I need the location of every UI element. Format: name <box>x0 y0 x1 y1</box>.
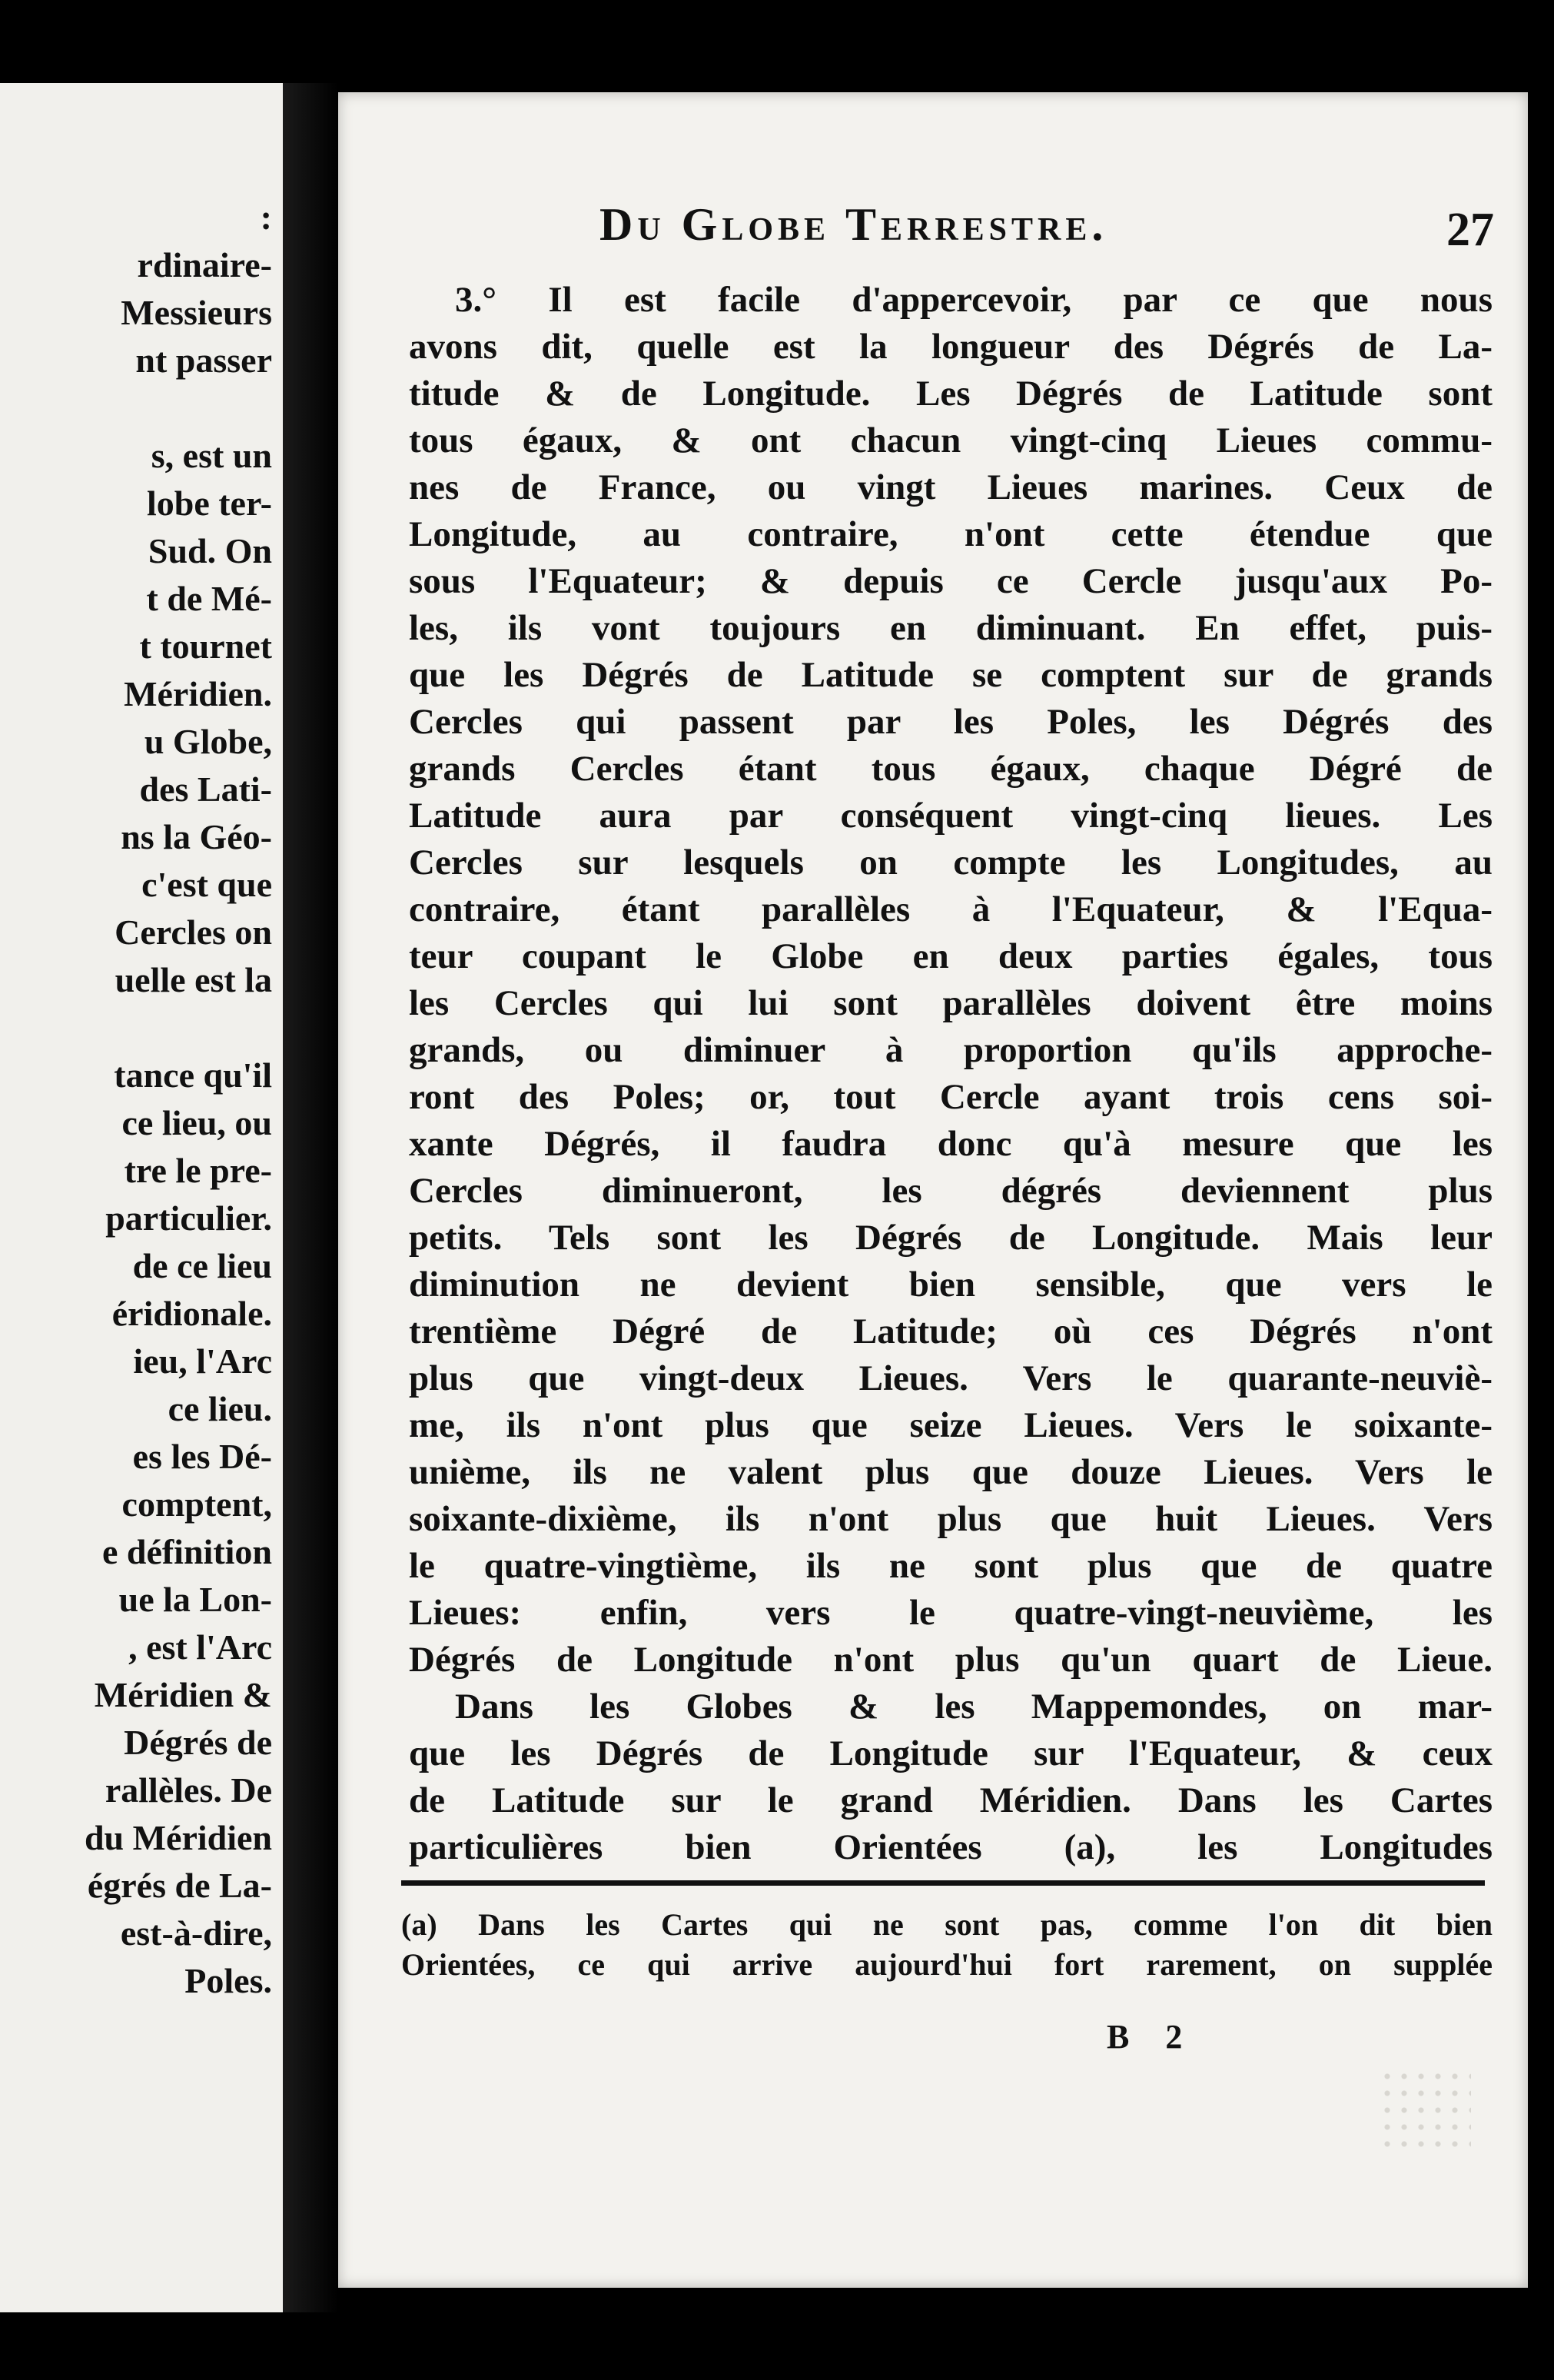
text-line: avons dit, quelle est la longueur des Dégrés de La- <box>409 327 1493 367</box>
left-page-line: ieu, l'Arc <box>133 1341 272 1381</box>
footnote <box>401 1905 1493 1985</box>
text-line: de Latitude sur le grand Méridien. Dans les Cartes <box>409 1780 1493 1820</box>
left-page-line: rallèles. De <box>105 1770 272 1810</box>
text-line: Dans les Globes & les Mappemondes, on mar- <box>455 1687 1493 1727</box>
text-line: me, ils n'ont plus que seize Lieues. Vers le soixante- <box>409 1405 1493 1445</box>
text-line: diminution ne devient bien sensible, que vers le <box>409 1265 1493 1305</box>
left-page-line: ce lieu, ou <box>121 1103 272 1142</box>
text-line: les, ils vont toujours en diminuant. En effet, puis- <box>409 608 1493 648</box>
text-line: titude & de Longitude. Les Dégrés de Latitude sont <box>409 374 1493 414</box>
page-number: 27 <box>1446 204 1494 256</box>
text-line: Latitude aura par conséquent vingt-cinq lieues. Les <box>409 796 1493 836</box>
text-line: 3.° Il est facile d'appercevoir, par ce que nous <box>455 280 1493 320</box>
text-line: le quatre-vingtième, ils ne sont plus que de quatre <box>409 1546 1493 1586</box>
right-page <box>338 92 1528 2288</box>
left-page-line: u Globe, <box>144 722 272 761</box>
left-page-line: Méridien. <box>124 674 272 713</box>
text-line: Longitude, au contraire, n'ont cette étendue que <box>409 514 1493 554</box>
text-line: tous égaux, & ont chacun vingt-cinq Lieues commu- <box>409 420 1493 460</box>
left-page-line: : <box>260 198 272 237</box>
text-line: petits. Tels sont les Dégrés de Longitude. Mais leur <box>409 1218 1493 1258</box>
left-page-line: particulier. <box>105 1198 272 1238</box>
left-page-line: est-à-dire, <box>120 1913 272 1953</box>
left-page-line: tance qu'il <box>114 1055 272 1095</box>
left-page-line: lobe ter- <box>146 484 272 523</box>
footnote-line: (a) Dans les Cartes qui ne sont pas, comme l'on dit bien <box>401 1907 1493 1942</box>
left-page-line: t tournet <box>139 627 272 666</box>
text-line: Dégrés de Longitude n'ont plus qu'un quart de Lieue. <box>409 1640 1493 1680</box>
text-line: Cercles sur lesquels on compte les Longitudes, au <box>409 843 1493 883</box>
left-page-line: ce lieu. <box>168 1389 272 1428</box>
left-page-line: ns la Géo- <box>121 817 272 856</box>
running-title: Du Globe Terrestre. <box>599 199 1108 250</box>
left-page-line: e définition <box>101 1532 272 1571</box>
left-page-line: tre le pre- <box>124 1151 272 1190</box>
text-line: unième, ils ne valent plus que douze Lieues. Vers le <box>409 1452 1493 1492</box>
left-page-line: es les Dé- <box>132 1437 272 1476</box>
text-line: Lieues: enfin, vers le quatre-vingt-neuvième, les <box>409 1593 1493 1633</box>
text-line: teur coupant le Globe en deux parties égales, tous <box>409 936 1493 976</box>
left-page-line: s, est un <box>151 436 272 475</box>
text-line: soixante-dixième, ils n'ont plus que huit Lieues. Vers <box>409 1499 1493 1539</box>
text-line: grands, ou diminuer à proportion qu'ils approche- <box>409 1030 1493 1070</box>
paper-stain <box>1379 2068 1471 2152</box>
left-page-line: éridionale. <box>111 1294 272 1333</box>
left-page-line: uelle est la <box>115 960 272 999</box>
text-line: plus que vingt-deux Lieues. Vers le quarante-neuviè- <box>409 1358 1493 1398</box>
text-line: nes de France, ou vingt Lieues marines. Ceux de <box>409 467 1493 507</box>
text-line: grands Cercles étant tous égaux, chaque Dégré de <box>409 749 1493 789</box>
left-page-line: de ce lieu <box>132 1246 272 1285</box>
text-line: trentième Dégré de Latitude; où ces Dégrés n'ont <box>409 1311 1493 1351</box>
left-page <box>0 83 285 2312</box>
left-page-line: Méridien & <box>94 1675 272 1714</box>
footnote-rule <box>401 1880 1485 1886</box>
left-page-line: du Méridien <box>84 1818 272 1857</box>
text-line: que les Dégrés de Latitude se comptent sur de grands <box>409 655 1493 695</box>
left-page-line: c'est que <box>141 865 272 904</box>
text-line: ront des Poles; or, tout Cercle ayant trois cens soi- <box>409 1077 1493 1117</box>
left-page-line: égrés de La- <box>87 1866 272 1905</box>
left-page-line: Dégrés de <box>124 1723 272 1762</box>
footnote-line: Orientées, ce qui arrive aujourd'hui fort rarement, on supplée <box>401 1947 1493 1982</box>
left-page-line: Messieurs <box>121 293 272 332</box>
text-line: Cercles qui passent par les Poles, les Dégrés des <box>409 702 1493 742</box>
left-page-line: , est l'Arc <box>128 1627 272 1667</box>
text-line: sous l'Equateur; & depuis ce Cercle jusqu'aux Po- <box>409 561 1493 601</box>
left-page-line: Sud. On <box>148 531 272 570</box>
left-page-line: Cercles on <box>115 912 272 952</box>
text-line: contraire, étant parallèles à l'Equateur, & l'Equa- <box>409 889 1493 929</box>
text-line: les Cercles qui lui sont parallèles doivent être moins <box>409 983 1493 1023</box>
gutter <box>283 83 338 2312</box>
left-page-line: Poles. <box>184 1961 272 2000</box>
body-text <box>409 277 1493 1871</box>
left-page-line: comptent, <box>121 1484 272 1524</box>
page-header <box>338 198 1528 260</box>
text-line: xante Dégrés, il faudra donc qu'à mesure que les <box>409 1124 1493 1164</box>
text-line: que les Dégrés de Longitude sur l'Equateur, & ceux <box>409 1733 1493 1773</box>
signature-mark: B 2 <box>1107 2018 1197 2056</box>
text-line: Cercles diminueront, les dégrés deviennent plus <box>409 1171 1493 1211</box>
left-page-line: ue la Lon- <box>118 1580 272 1619</box>
left-page-line: des Lati- <box>139 770 272 809</box>
left-page-line: t de Mé- <box>146 579 272 618</box>
text-line: particulières bien Orientées (a), les Longitudes <box>409 1827 1493 1867</box>
left-page-line: nt passer <box>135 341 272 380</box>
left-page-line: rdinaire- <box>137 245 272 284</box>
